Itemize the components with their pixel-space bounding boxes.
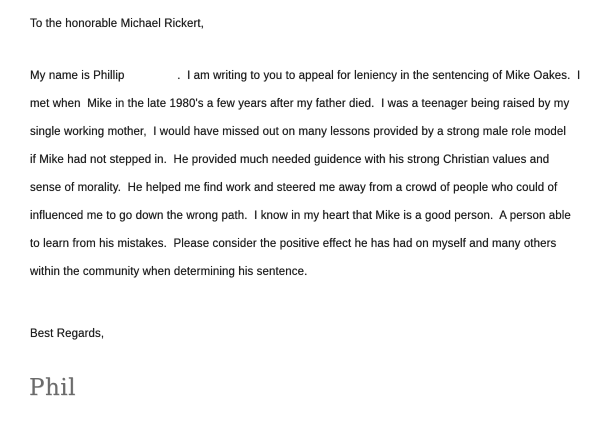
letter-body-line: met when Mike in the late 1980's a few years after my father died. I was a teenager being raised by my — [30, 98, 570, 110]
letter-closing: Best Regards, — [30, 328, 105, 340]
letter-body-line: sense of morality. He helped me find work and steered me away from a crowd of people who could of — [30, 182, 558, 194]
letter-body-line: My name is Phillip . I am writing to you to appeal for leniency in the sentencing of Mike Oakes. I — [30, 70, 581, 82]
letter-body-line: to learn from his mistakes. Please consider the positive effect he has had on myself and many others — [30, 238, 557, 250]
letter-body-line: if Mike had not stepped in. He provided much needed guidence with his strong Christian values and — [30, 154, 550, 166]
letter-body-line: influenced me to go down the wrong path. I know in my heart that Mike is a good person. A person able — [30, 210, 571, 222]
handwritten-signature: Phil — [29, 375, 77, 401]
letter-body-line: single working mother, I would have missed out on many lessons provided by a strong male role model — [30, 126, 567, 138]
letter-body-line: within the community when determining his sentence. — [30, 266, 308, 278]
letter-salutation: To the honorable Michael Rickert, — [30, 18, 204, 30]
letter-body — [30, 62, 586, 286]
